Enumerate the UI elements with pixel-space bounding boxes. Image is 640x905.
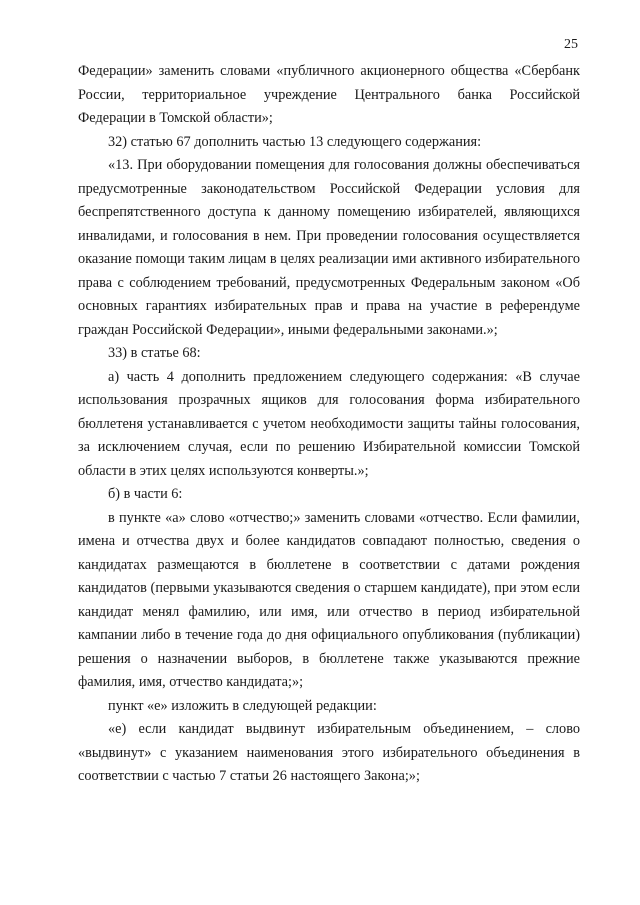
paragraph-item-32: 32) статью 67 дополнить частью 13 следующего содержания: [108,133,482,150]
paragraph-item-33: 33) в статье 68: [108,345,201,361]
paragraph-point-e-intro: пункт «е» изложить в следующей редакции: [108,697,377,714]
paragraph-subitem-b: б) в части 6: [108,486,183,502]
page-number: 25 [564,37,578,52]
paragraph-continuation: Федерации» заменить словами «публичного акционерного общества «Сбербанк России, территориальное учреждение Центрального банка Российской Федерации в Томской области»; [78,63,580,126]
paragraph-point-e: «е) если кандидат выдвинут избирательным объединением, – слово «выдвинут» с указанием наименования этого избирательного объединения в соответствии с частью 7 статьи 26 настоящего Закона;»; [78,721,580,784]
paragraph-part-13: «13. При оборудовании помещения для голосования должны обеспечиваться предусмотренные законодательством Российской Федерации условия для беспрепятственного доступа к данному помещению избирателей, являющихся инвалидами, и голосования в нем. При проведении голосования осуществляется оказание помощи таким лицам в целях реализации ими активного избирательного права с соблюдением требований, предусмотренных Федеральным законом «Об основных гарантиях избирательных прав и права на участие в референдуме граждан Российской Федерации», иными федеральными законами.»; [78,157,580,338]
document-body [78,60,580,789]
paragraph-point-a: в пункте «а» слово «отчество;» заменить словами «отчество. Если фамилии, имена и отчества двух и более кандидатов совпадают полностью, сведения о кандидатах размещаются в бюллетене в соответствии с датами рождения кандидатов (первыми указываются сведения о старшем кандидате), при этом если кандидат менял фамилию, или имя, или отчество в период избирательной кампании либо в течение года до дня официального опубликования (публикации) решения о назначении выборов, в бюллетене также указываются прежние фамилия, имя, отчество кандидата;»; [78,509,580,690]
paragraph-subitem-a: а) часть 4 дополнить предложением следующего содержания: «В случае использования прозрачных ящиков для голосования форма избирательного бюллетеня устанавливается с учетом необходимости защиты тайны голосования, за исключением случая, если по решению Избирательной комиссии Томской области в этих целях используются конверты.»; [78,368,580,479]
